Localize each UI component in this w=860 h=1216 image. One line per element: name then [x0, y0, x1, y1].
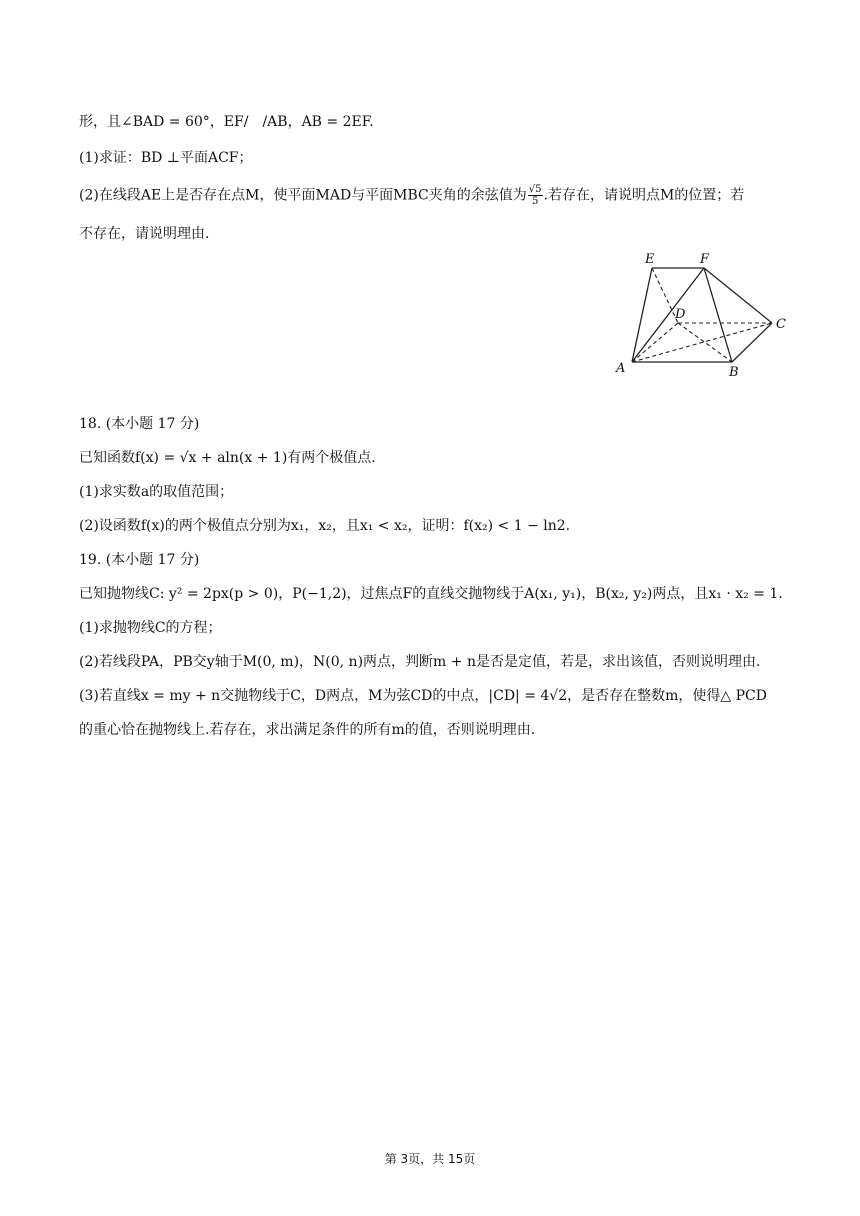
- problem-18-heading: 18. (本小题 17 分): [79, 416, 200, 432]
- problem-17-question-2-text-a: (2)在线段AE上是否存在点M，使平面MAD与平面MBC夹角的余弦值为: [79, 187, 527, 204]
- problem-17-line1: 形，且∠BAD = 60°，EF/ /AB，AB = 2EF.: [79, 114, 374, 130]
- problem-19-question-2: (2)若线段PA，PB交y轴于M(0, m)，N(0, n)两点，判断m + n是否是定值，若是，求出该值，否则说明理由.: [79, 654, 761, 670]
- fraction-numerator: √5: [528, 184, 542, 195]
- label-d: D: [675, 307, 686, 322]
- fraction-denominator: 5: [531, 196, 539, 207]
- problem-18-question-2: (2)设函数f(x)的两个极值点分别为x₁，x₂，且x₁ < x₂，证明：f(x₂) < 1 − ln2.: [79, 518, 571, 534]
- edge-af: [632, 268, 704, 362]
- label-e: E: [645, 252, 655, 267]
- problem-19-question-3-cont: 的重心恰在抛物线上.若存在，求出满足条件的所有m的值，否则说明理由.: [79, 722, 536, 738]
- cosine-fraction: [528, 184, 543, 207]
- edge-bc: [732, 323, 772, 362]
- edge-db: [678, 323, 732, 362]
- problem-18-stem: 已知函数f(x) = √x + aln(x + 1)有两个极值点.: [79, 450, 376, 466]
- problem-17-question-2: [79, 184, 744, 207]
- label-f: F: [700, 252, 710, 267]
- label-b: B: [729, 365, 739, 378]
- label-a: A: [616, 361, 626, 376]
- problem-19-question-3: (3)若直线x = my + n交抛物线于C，D两点，M为弦CD的中点，|CD| = 4√2，是否存在整数m，使得△ PCD: [79, 688, 767, 704]
- page-footer: 第 3页，共 15页: [384, 1152, 476, 1166]
- edge-ac: [632, 323, 772, 362]
- problem-17-question-1: (1)求证：BD ⊥平面ACF；: [79, 150, 253, 166]
- problem-19-question-1: (1)求抛物线C的方程；: [79, 620, 222, 636]
- problem-19-stem: 已知抛物线C: y² = 2px(p > 0)，P(−1,2)，过焦点F的直线交抛物线于A(x₁, y₁)，B(x₂, y₂)两点，且x₁ · x₂ = 1.: [79, 586, 783, 602]
- problem-17-question-2-text-b: .若存在，请说明点M的位置；若: [543, 187, 745, 204]
- edge-fc: [704, 268, 772, 323]
- problem-18-question-1: (1)求实数a的取值范围；: [79, 484, 234, 500]
- geometry-figure: [612, 248, 802, 378]
- problem-19-heading: 19. (本小题 17 分): [79, 552, 200, 568]
- edge-fb: [704, 268, 732, 362]
- label-c: C: [776, 317, 786, 332]
- problem-17-question-2-cont: 不存在，请说明理由.: [79, 226, 210, 242]
